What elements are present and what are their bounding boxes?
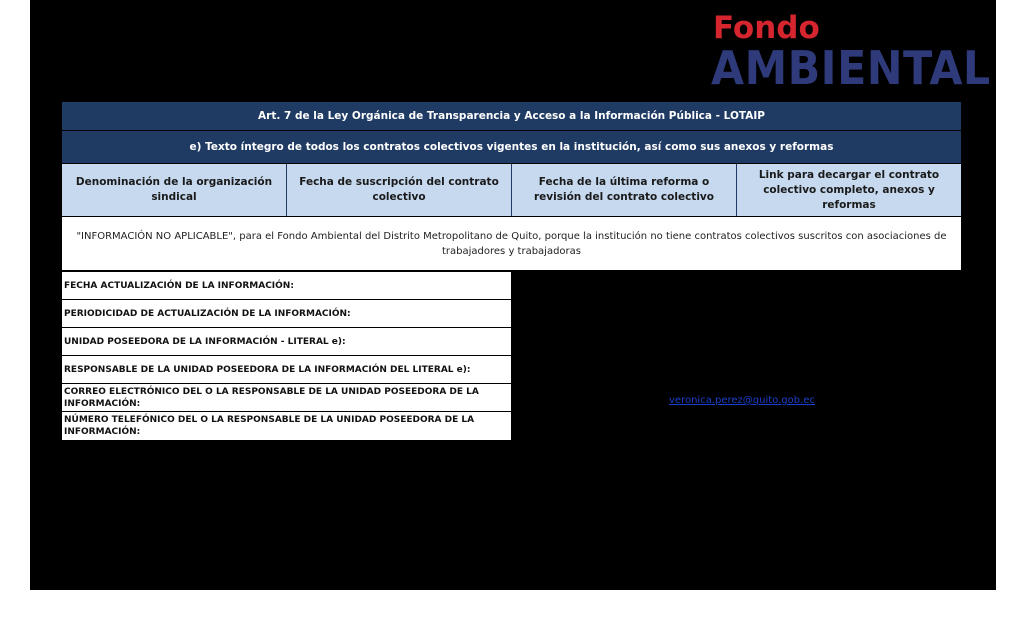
column-header-link: Link para decargar el contrato colectivo completo, anexos y reformas xyxy=(737,164,961,216)
not-applicable-notice: "INFORMACIÓN NO APLICABLE", para el Fondo Ambiental del Distrito Metropolitano de Quito, porque la institución no tiene contratos colectivos suscritos con asociaciones de trabajadores y trabajadoras xyxy=(62,217,961,270)
metadata-table xyxy=(62,272,511,440)
meta-row-telefono: NÚMERO TELEFÓNICO DEL O LA RESPONSABLE DE LA UNIDAD POSEEDORA DE LA INFORMACIÓN: xyxy=(62,412,511,440)
column-header-fecha-reforma: Fecha de la última reforma o revisión del contrato colectivo xyxy=(512,164,737,216)
column-header-organizacion: Denominación de la organización sindical xyxy=(62,164,287,216)
fondo-ambiental-logo xyxy=(711,8,991,95)
meta-row-responsable: RESPONSABLE DE LA UNIDAD POSEEDORA DE LA INFORMACIÓN DEL LITERAL e): xyxy=(62,356,511,384)
responsible-email-link[interactable]: veronica.perez@quito.gob.ec xyxy=(669,395,815,406)
meta-row-fecha-actualizacion: FECHA ACTUALIZACIÓN DE LA INFORMACIÓN: xyxy=(62,272,511,300)
table-subtitle: e) Texto íntegro de todos los contratos colectivos vigentes en la institución, así como sus anexos y reformas xyxy=(62,131,961,163)
meta-row-correo: CORREO ELECTRÓNICO DEL O LA RESPONSABLE DE LA UNIDAD POSEEDORA DE LA INFORMACIÓN: xyxy=(62,384,511,412)
meta-row-periodicidad: PERIODICIDAD DE ACTUALIZACIÓN DE LA INFORMACIÓN: xyxy=(62,300,511,328)
meta-row-unidad-poseedora: UNIDAD POSEEDORA DE LA INFORMACIÓN - LITERAL e): xyxy=(62,328,511,356)
logo-line-1: Fondo xyxy=(713,10,820,46)
logo-line-2: AMBIENTAL xyxy=(711,41,991,95)
table-header-row xyxy=(62,164,961,216)
table-title: Art. 7 de la Ley Orgánica de Transparencia y Acceso a la Información Pública - LOTAIP xyxy=(62,102,961,130)
column-header-fecha-suscripcion: Fecha de suscripción del contrato colectivo xyxy=(287,164,512,216)
